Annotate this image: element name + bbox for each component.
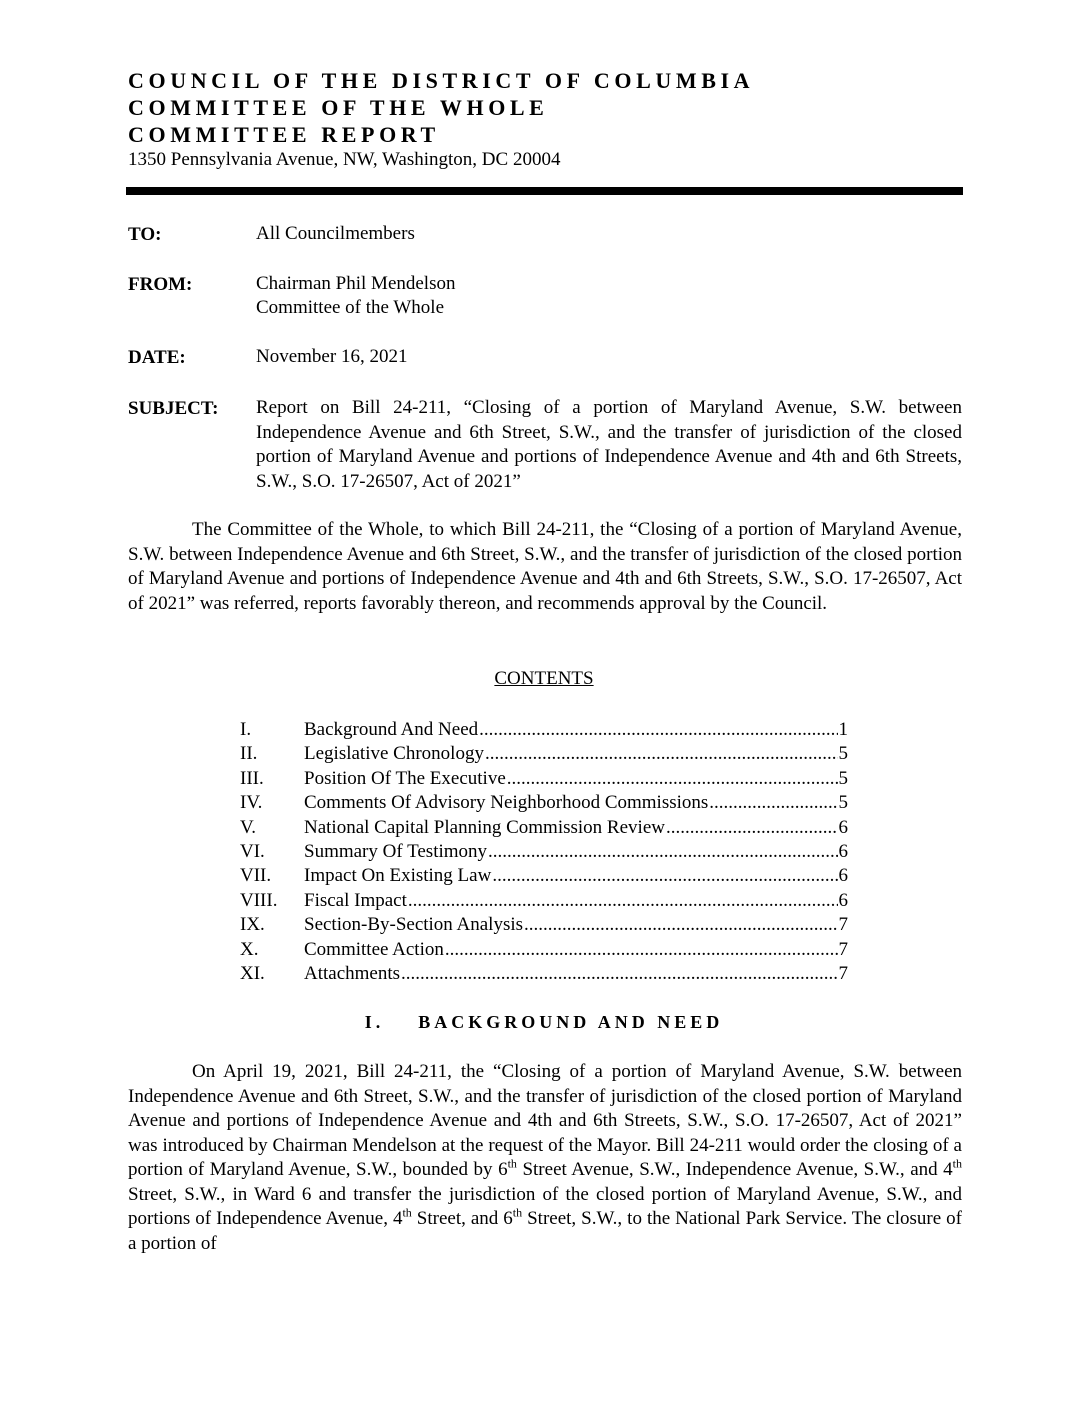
background-text-4: Street, and 6 [411,1208,513,1229]
toc-leader-dots [485,742,838,766]
toc-item-number: I. [240,719,252,740]
toc-item-page: 6 [838,816,848,838]
toc-item-title: Background And Need [304,719,479,740]
toc-item-page: 6 [838,889,848,911]
toc-leader-dots [401,962,837,986]
toc-item-page: 1 [838,719,848,740]
toc-leader-dots [709,791,837,815]
toc-item[interactable] [240,889,848,913]
toc-item-page: 5 [838,792,848,814]
to-value: All Councilmembers [256,223,415,244]
toc-item[interactable] [240,718,848,742]
ordinal-suffix: th [512,1205,523,1220]
toc-item-title: Committee Action [304,938,444,960]
toc-item-title: Fiscal Impact [304,889,407,911]
contents-title: CONTENTS [494,668,594,689]
toc-item-title: Position Of The Executive [304,767,506,789]
toc-item-page: 5 [838,767,848,789]
toc-item-title: Legislative Chronology [304,743,484,765]
header-address: 1350 Pennsylvania Avenue, NW, Washington, DC 20004 [128,149,561,170]
toc-leader-dots [492,864,837,888]
toc-item-number: X. [240,938,259,960]
toc-item-title: Section-By-Section Analysis [304,914,524,936]
toc-item[interactable] [240,913,848,937]
toc-leader-dots [408,889,838,913]
toc-item-number: VI. [240,840,265,862]
toc-item-title: Attachments [304,962,401,984]
toc-item-number: V. [240,816,257,838]
toc-item[interactable] [240,840,848,864]
toc-leader-dots [445,938,838,962]
toc-leader-dots [507,767,838,791]
toc-item[interactable] [240,742,848,766]
intro-paragraph: The Committee of the Whole, to which Bill 24-211, the “Closing of a portion of Maryland Avenue, S.W. between Independence Avenue and 6th Street, S.W., and the transfer of jurisdiction of the closed portion of Maryland Avenue and portions of Independence Avenue and 4th and 6th Streets, S.W., S.O. 17-26507, Act of 2021” was referred, reports favorably thereon, and recommends approval by the Council. [128,519,962,614]
toc-leader-dots [479,718,837,742]
toc-item-number: II. [240,743,258,765]
from-label: FROM: [128,274,193,295]
toc-item-number: XI. [240,962,265,984]
toc-item[interactable] [240,767,848,791]
subject-value: Report on Bill 24-211, “Closing of a portion of Maryland Avenue, S.W. between Independence Avenue and 6th Street, S.W., and the transfer of jurisdiction of the closed portion of Maryland Avenue and portions of Independence Avenue and 4th and 6th Streets, S.W., S.O. 17-26507, Act of 2021” [256,397,962,492]
background-paragraph [128,1060,962,1256]
toc-item[interactable] [240,816,848,840]
ordinal-suffix: th [952,1156,963,1171]
table-of-contents [240,718,848,986]
toc-leader-dots [666,816,838,840]
subject-label: SUBJECT: [128,398,219,419]
toc-item-page: 5 [838,743,848,765]
toc-item-title: Summary Of Testimony [304,840,488,862]
toc-item[interactable] [240,938,848,962]
from-value-name: Chairman Phil Mendelson [256,273,456,294]
background-text-2: Street Avenue, S.W., Independence Avenue, S.W., and 4 [516,1159,953,1180]
toc-item-page: 7 [838,962,848,984]
date-value: November 16, 2021 [256,346,408,367]
toc-item-number: IV. [240,792,263,814]
header-council: COUNCIL OF THE DISTRICT OF COLUMBIA [128,68,755,93]
ordinal-suffix: th [402,1205,412,1220]
toc-item[interactable] [240,962,848,986]
toc-item-title: Comments Of Advisory Neighborhood Commissions [304,792,709,814]
toc-item-page: 7 [838,914,848,936]
header-committee: COMMITTEE OF THE WHOLE [128,95,549,120]
date-label: DATE: [128,347,186,368]
toc-item-page: 6 [838,865,848,887]
toc-item-page: 6 [838,840,848,862]
toc-item-number: VIII. [240,889,278,911]
toc-leader-dots [488,840,837,864]
toc-item-number: IX. [240,914,265,936]
header-report: COMMITTEE REPORT [128,122,440,147]
toc-item[interactable] [240,791,848,815]
toc-item[interactable] [240,864,848,888]
toc-item-title: National Capital Planning Commission Review [304,816,665,838]
toc-item-title: Impact On Existing Law [304,865,492,887]
from-value-committee: Committee of the Whole [256,297,445,318]
background-text-3: Street, S.W., in Ward 6 and transfer the jurisdiction of the closed portion of Maryland Avenue, S.W., and portions of Independence Avenue, 4 [128,1183,962,1229]
background-text-5: Street, S.W., to the National Park Service. The closure of a portion of [128,1208,962,1254]
to-label: TO: [128,224,162,245]
section-heading-background: I. BACKGROUND AND NEED [364,1012,724,1032]
toc-item-page: 7 [838,938,848,960]
ordinal-suffix: th [507,1156,517,1171]
toc-item-number: III. [240,767,264,789]
toc-leader-dots [524,913,837,937]
header-rule [126,187,963,195]
toc-item-number: VII. [240,865,272,887]
background-text-1: On April 19, 2021, Bill 24-211, the “Closing of a portion of Maryland Avenue, S.W. between Independence Avenue and 6th Street, S.W., and the transfer of jurisdiction of the closed portion of Maryland Avenue and portions of Independence Avenue and 4th and 6th Streets, S.W., S.O. 17-26507, Act of 2021” was introduced by Chairman Mendelson at the request of the Mayor. Bill 24-211 would order the closing of a portion of Maryland Avenue, S.W., bounded by 6 [128,1061,962,1180]
